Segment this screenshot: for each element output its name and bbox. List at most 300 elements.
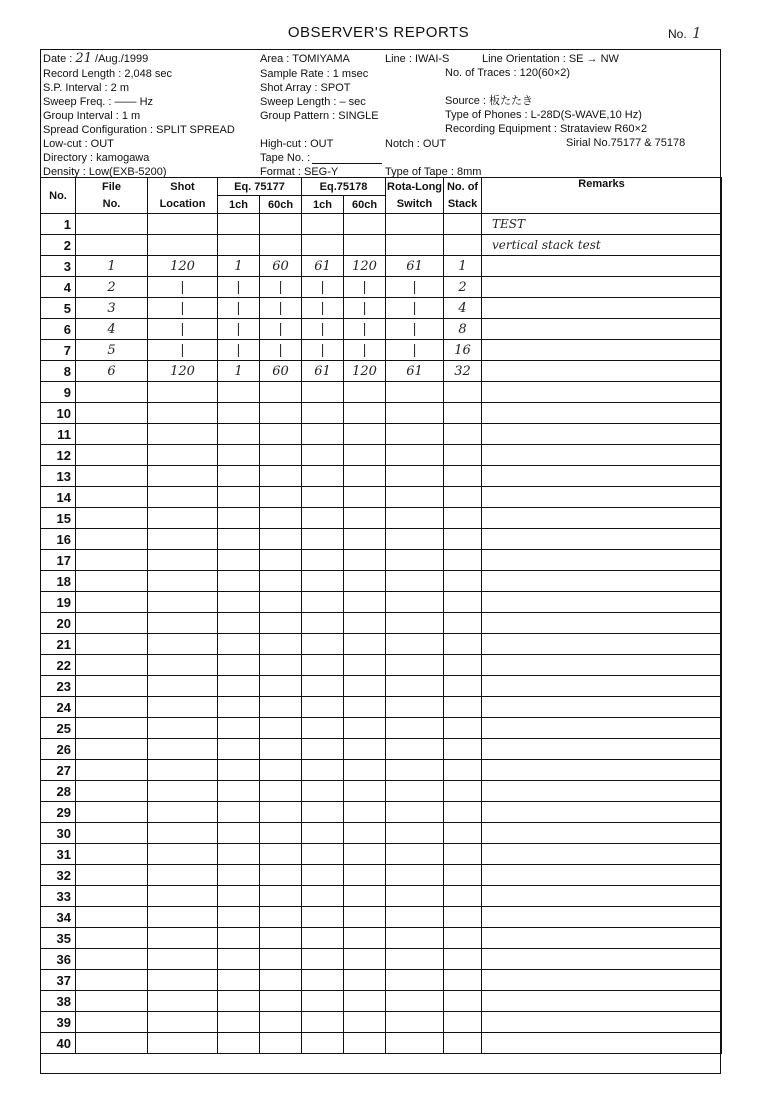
eq2-60ch-cell	[344, 781, 386, 802]
rota-switch-cell	[386, 382, 444, 403]
eq1-1ch-cell	[218, 382, 260, 403]
file-no-cell: 2	[76, 277, 148, 298]
eq2-60ch-cell	[344, 1012, 386, 1033]
header-file: File	[76, 178, 148, 196]
eq2-1ch-cell	[302, 571, 344, 592]
eq1-60ch-cell	[260, 1033, 302, 1054]
remarks-cell	[482, 928, 722, 949]
remarks-cell	[482, 949, 722, 970]
file-no-cell: 5	[76, 340, 148, 361]
shot-location-cell	[148, 571, 218, 592]
file-no-cell	[76, 550, 148, 571]
eq2-1ch-cell	[302, 508, 344, 529]
eq1-60ch-cell	[260, 865, 302, 886]
remarks-cell	[482, 676, 722, 697]
eq1-60ch-cell: 60	[260, 361, 302, 382]
row-number: 35	[41, 928, 76, 949]
table-row	[41, 382, 722, 403]
eq1-1ch-cell	[218, 907, 260, 928]
rota-switch-cell	[386, 403, 444, 424]
eq1-60ch-cell	[260, 634, 302, 655]
rota-switch-cell	[386, 907, 444, 928]
rota-switch-cell	[386, 802, 444, 823]
rota-switch-cell: |	[386, 340, 444, 361]
eq2-1ch-cell	[302, 529, 344, 550]
shot-location-cell	[148, 487, 218, 508]
stack-cell	[444, 949, 482, 970]
file-no-cell	[76, 613, 148, 634]
eq2-60ch-cell	[344, 571, 386, 592]
sweep-length: Sweep Length : – sec	[260, 96, 366, 108]
rota-switch-cell	[386, 760, 444, 781]
remarks-cell	[482, 550, 722, 571]
table-row	[41, 781, 722, 802]
tape-no-line	[312, 163, 382, 164]
row-number: 3	[41, 256, 76, 277]
remarks-cell	[482, 613, 722, 634]
row-number: 15	[41, 508, 76, 529]
remarks-cell	[482, 298, 722, 319]
row-number: 2	[41, 235, 76, 256]
file-no-cell	[76, 382, 148, 403]
rota-switch-cell	[386, 466, 444, 487]
table-row	[41, 487, 722, 508]
shot-location-cell	[148, 739, 218, 760]
eq2-1ch-cell	[302, 1033, 344, 1054]
remarks-cell	[482, 382, 722, 403]
remarks-cell	[482, 844, 722, 865]
table-row	[41, 886, 722, 907]
eq2-60ch-cell	[344, 991, 386, 1012]
eq2-1ch-cell	[302, 697, 344, 718]
line: Line : IWAI-S	[385, 53, 450, 65]
table-row	[41, 718, 722, 739]
line-orientation: Line Orientation : SE → NW	[482, 53, 619, 65]
stack-cell	[444, 718, 482, 739]
eq1-60ch-cell	[260, 676, 302, 697]
shot-location-cell: |	[148, 298, 218, 319]
stack-cell	[444, 991, 482, 1012]
table-row	[41, 298, 722, 319]
shot-location-cell	[148, 676, 218, 697]
shot-array: Shot Array : SPOT	[260, 82, 351, 94]
eq1-60ch-cell: |	[260, 340, 302, 361]
file-no-cell	[76, 529, 148, 550]
table-row	[41, 907, 722, 928]
eq2-60ch-cell	[344, 676, 386, 697]
table-row	[41, 319, 722, 340]
eq2-60ch-cell	[344, 1033, 386, 1054]
table-row	[41, 970, 722, 991]
eq1-60ch-cell	[260, 781, 302, 802]
eq1-1ch-cell	[218, 592, 260, 613]
shot-location-cell	[148, 697, 218, 718]
eq2-1ch-cell: |	[302, 319, 344, 340]
shot-location-cell	[148, 445, 218, 466]
table-row	[41, 844, 722, 865]
eq1-60ch-cell	[260, 403, 302, 424]
stack-cell	[444, 886, 482, 907]
stack-cell	[444, 781, 482, 802]
eq2-60ch-cell	[344, 760, 386, 781]
stack-cell: 1	[444, 256, 482, 277]
rota-switch-cell	[386, 487, 444, 508]
eq2-1ch-cell: 61	[302, 361, 344, 382]
file-no-cell	[76, 487, 148, 508]
eq2-1ch-cell	[302, 991, 344, 1012]
row-number: 36	[41, 949, 76, 970]
file-no-cell	[76, 865, 148, 886]
row-number: 12	[41, 445, 76, 466]
shot-location-cell	[148, 802, 218, 823]
row-number: 14	[41, 487, 76, 508]
shot-location-cell: |	[148, 319, 218, 340]
table-row	[41, 529, 722, 550]
date-day: 21	[75, 51, 92, 66]
file-no-cell	[76, 445, 148, 466]
eq1-1ch-cell	[218, 655, 260, 676]
eq2-60ch-cell	[344, 970, 386, 991]
eq2-60ch-cell	[344, 655, 386, 676]
file-no-cell	[76, 592, 148, 613]
shot-location-cell	[148, 592, 218, 613]
shot-location-cell	[148, 760, 218, 781]
stack-cell: 16	[444, 340, 482, 361]
remarks-cell	[482, 1012, 722, 1033]
table-row	[41, 991, 722, 1012]
rota-switch-cell	[386, 844, 444, 865]
sp-interval: S.P. Interval : 2 m	[43, 82, 130, 94]
eq1-60ch-cell	[260, 760, 302, 781]
stack-cell	[444, 844, 482, 865]
file-no-cell	[76, 214, 148, 235]
remarks-cell	[482, 655, 722, 676]
table-row	[41, 760, 722, 781]
eq2-1ch-cell: 61	[302, 256, 344, 277]
eq2-60ch-cell	[344, 823, 386, 844]
eq1-60ch-cell	[260, 823, 302, 844]
file-no-cell	[76, 655, 148, 676]
remarks-cell	[482, 802, 722, 823]
remarks-cell	[482, 886, 722, 907]
table-row	[41, 655, 722, 676]
header-shot-location: Location	[148, 196, 218, 214]
row-number: 28	[41, 781, 76, 802]
stack-cell	[444, 1033, 482, 1054]
remarks-cell: TEST	[482, 214, 722, 235]
header-eq-75177: Eq. 75177	[218, 178, 302, 196]
row-number: 5	[41, 298, 76, 319]
eq1-1ch-cell	[218, 214, 260, 235]
eq1-60ch-cell	[260, 1012, 302, 1033]
file-no-cell: 6	[76, 361, 148, 382]
notch: Notch : OUT	[385, 138, 447, 150]
row-number: 29	[41, 802, 76, 823]
eq1-60ch-cell	[260, 949, 302, 970]
format: Format : SEG-Y	[260, 166, 339, 178]
table-row	[41, 340, 722, 361]
header-no: No.	[41, 178, 76, 214]
remarks-cell	[482, 739, 722, 760]
row-number: 26	[41, 739, 76, 760]
header-switch: Switch	[386, 196, 444, 214]
file-no-cell: 3	[76, 298, 148, 319]
eq1-60ch-cell	[260, 613, 302, 634]
stack-cell	[444, 613, 482, 634]
eq2-1ch-cell	[302, 655, 344, 676]
shot-location-cell	[148, 718, 218, 739]
eq1-60ch-cell	[260, 529, 302, 550]
shot-location-cell	[148, 550, 218, 571]
eq2-60ch-cell	[344, 508, 386, 529]
eq2-60ch-cell	[344, 634, 386, 655]
rota-switch-cell	[386, 214, 444, 235]
header-eq2-60ch: 60ch	[344, 196, 386, 214]
eq2-60ch-cell	[344, 613, 386, 634]
eq2-1ch-cell	[302, 382, 344, 403]
file-no-cell	[76, 802, 148, 823]
eq1-1ch-cell	[218, 970, 260, 991]
eq1-1ch-cell	[218, 697, 260, 718]
remarks-cell	[482, 529, 722, 550]
header-file-no: No.	[76, 196, 148, 214]
area: Area : TOMIYAMA	[260, 53, 350, 65]
file-no-cell	[76, 886, 148, 907]
shot-location-cell: |	[148, 277, 218, 298]
file-no-cell	[76, 1033, 148, 1054]
eq1-1ch-cell	[218, 991, 260, 1012]
stack-cell	[444, 760, 482, 781]
eq1-60ch-cell: 60	[260, 256, 302, 277]
eq2-60ch-cell	[344, 592, 386, 613]
eq1-1ch-cell	[218, 1012, 260, 1033]
file-no-cell	[76, 235, 148, 256]
eq2-60ch-cell	[344, 697, 386, 718]
stack-cell	[444, 865, 482, 886]
header-remarks: Remarks	[482, 178, 722, 214]
table-row	[41, 865, 722, 886]
rota-switch-cell	[386, 613, 444, 634]
row-number: 32	[41, 865, 76, 886]
eq1-60ch-cell	[260, 844, 302, 865]
table-row	[41, 256, 722, 277]
recording-equipment: Recording Equipment : Strataview R60×2	[445, 123, 648, 135]
table-row	[41, 550, 722, 571]
row-number: 21	[41, 634, 76, 655]
file-no-cell	[76, 970, 148, 991]
shot-location-cell	[148, 1012, 218, 1033]
shot-location-cell	[148, 403, 218, 424]
rota-switch-cell	[386, 886, 444, 907]
eq1-1ch-cell	[218, 949, 260, 970]
file-no-cell	[76, 928, 148, 949]
remarks-cell	[482, 256, 722, 277]
eq1-1ch-cell	[218, 1033, 260, 1054]
rota-switch-cell	[386, 508, 444, 529]
eq2-1ch-cell	[302, 424, 344, 445]
rota-switch-cell	[386, 928, 444, 949]
eq2-1ch-cell	[302, 928, 344, 949]
eq2-60ch-cell: |	[344, 340, 386, 361]
eq2-1ch-cell	[302, 466, 344, 487]
row-number: 10	[41, 403, 76, 424]
eq1-60ch-cell	[260, 466, 302, 487]
stack-cell: 32	[444, 361, 482, 382]
eq2-1ch-cell	[302, 613, 344, 634]
eq1-1ch-cell	[218, 508, 260, 529]
eq1-60ch-cell	[260, 970, 302, 991]
shot-location-cell	[148, 634, 218, 655]
no-of-traces: No. of Traces : 120(60×2)	[445, 67, 571, 79]
remarks-cell	[482, 823, 722, 844]
stack-cell: 4	[444, 298, 482, 319]
remarks-cell	[482, 466, 722, 487]
remarks-cell	[482, 361, 722, 382]
table-row	[41, 823, 722, 844]
type-of-phones: Type of Phones : L-28D(S-WAVE,10 Hz)	[445, 109, 642, 121]
row-number: 13	[41, 466, 76, 487]
table-row	[41, 508, 722, 529]
shot-location-cell	[148, 1033, 218, 1054]
remarks-cell	[482, 1033, 722, 1054]
eq1-1ch-cell	[218, 550, 260, 571]
remarks-cell	[482, 340, 722, 361]
eq2-60ch-cell	[344, 865, 386, 886]
eq2-1ch-cell	[302, 802, 344, 823]
file-no-cell	[76, 1012, 148, 1033]
eq1-1ch-cell	[218, 466, 260, 487]
rota-switch-cell: |	[386, 277, 444, 298]
rota-switch-cell	[386, 718, 444, 739]
eq2-60ch-cell	[344, 403, 386, 424]
stack-cell	[444, 697, 482, 718]
stack-cell: 2	[444, 277, 482, 298]
shot-location-cell	[148, 214, 218, 235]
rota-switch-cell	[386, 970, 444, 991]
shot-location-cell	[148, 844, 218, 865]
shot-location-cell	[148, 907, 218, 928]
stack-cell	[444, 739, 482, 760]
row-number: 19	[41, 592, 76, 613]
file-no-cell	[76, 739, 148, 760]
table-row	[41, 235, 722, 256]
header-eq1-60ch: 60ch	[260, 196, 302, 214]
record-length: Record Length : 2,048 sec	[43, 68, 173, 80]
rota-switch-cell	[386, 550, 444, 571]
shot-location-cell	[148, 991, 218, 1012]
rota-switch-cell	[386, 949, 444, 970]
page-title: OBSERVER'S REPORTS	[287, 24, 470, 41]
rota-switch-cell	[386, 655, 444, 676]
eq1-1ch-cell	[218, 676, 260, 697]
stack-cell	[444, 970, 482, 991]
row-number: 6	[41, 319, 76, 340]
date-field	[43, 53, 148, 65]
row-number: 16	[41, 529, 76, 550]
rota-switch-cell	[386, 529, 444, 550]
rota-switch-cell	[386, 781, 444, 802]
stack-cell	[444, 1012, 482, 1033]
remarks-cell	[482, 970, 722, 991]
eq2-1ch-cell	[302, 949, 344, 970]
file-no-cell	[76, 403, 148, 424]
row-number: 25	[41, 718, 76, 739]
eq1-1ch-cell	[218, 487, 260, 508]
remarks-cell	[482, 907, 722, 928]
directory: Directory : kamogawa	[43, 152, 150, 164]
row-number: 30	[41, 823, 76, 844]
eq1-1ch-cell: |	[218, 298, 260, 319]
rota-switch-cell	[386, 739, 444, 760]
eq1-60ch-cell	[260, 571, 302, 592]
table-row	[41, 424, 722, 445]
eq2-1ch-cell	[302, 235, 344, 256]
eq2-1ch-cell: |	[302, 277, 344, 298]
eq2-1ch-cell	[302, 592, 344, 613]
eq2-1ch-cell	[302, 760, 344, 781]
eq2-1ch-cell	[302, 907, 344, 928]
eq1-1ch-cell: |	[218, 319, 260, 340]
stack-cell	[444, 571, 482, 592]
sweep-freq: Sweep Freq. : —— Hz	[43, 96, 154, 108]
eq1-60ch-cell	[260, 235, 302, 256]
eq1-60ch-cell	[260, 655, 302, 676]
stack-cell	[444, 928, 482, 949]
remarks-cell	[482, 781, 722, 802]
row-number: 34	[41, 907, 76, 928]
rota-switch-cell	[386, 1033, 444, 1054]
stack-cell	[444, 655, 482, 676]
shot-location-cell: 120	[148, 256, 218, 277]
eq2-1ch-cell	[302, 445, 344, 466]
header-eq-75178: Eq.75178	[302, 178, 386, 196]
header-shot: Shot	[148, 178, 218, 196]
eq2-60ch-cell	[344, 739, 386, 760]
stack-cell	[444, 382, 482, 403]
eq2-1ch-cell	[302, 823, 344, 844]
rota-switch-cell: 61	[386, 361, 444, 382]
shot-location-cell	[148, 655, 218, 676]
eq2-60ch-cell: 120	[344, 361, 386, 382]
stack-cell	[444, 424, 482, 445]
eq2-60ch-cell	[344, 235, 386, 256]
eq2-1ch-cell: |	[302, 340, 344, 361]
stack-cell	[444, 235, 482, 256]
rota-switch-cell	[386, 1012, 444, 1033]
eq1-60ch-cell	[260, 382, 302, 403]
table-row	[41, 571, 722, 592]
stack-cell	[444, 445, 482, 466]
header-no-of: No. of	[444, 178, 482, 196]
row-number: 7	[41, 340, 76, 361]
stack-cell	[444, 907, 482, 928]
file-no-cell	[76, 823, 148, 844]
remarks-cell	[482, 865, 722, 886]
header-eq2-1ch: 1ch	[302, 196, 344, 214]
eq2-1ch-cell	[302, 403, 344, 424]
shot-location-cell	[148, 949, 218, 970]
eq2-60ch-cell	[344, 928, 386, 949]
row-number: 11	[41, 424, 76, 445]
stack-cell	[444, 592, 482, 613]
eq2-1ch-cell	[302, 865, 344, 886]
remarks-cell	[482, 277, 722, 298]
rota-switch-cell	[386, 676, 444, 697]
eq2-60ch-cell	[344, 382, 386, 403]
eq1-1ch-cell	[218, 403, 260, 424]
shot-location-cell	[148, 508, 218, 529]
file-no-cell: 4	[76, 319, 148, 340]
